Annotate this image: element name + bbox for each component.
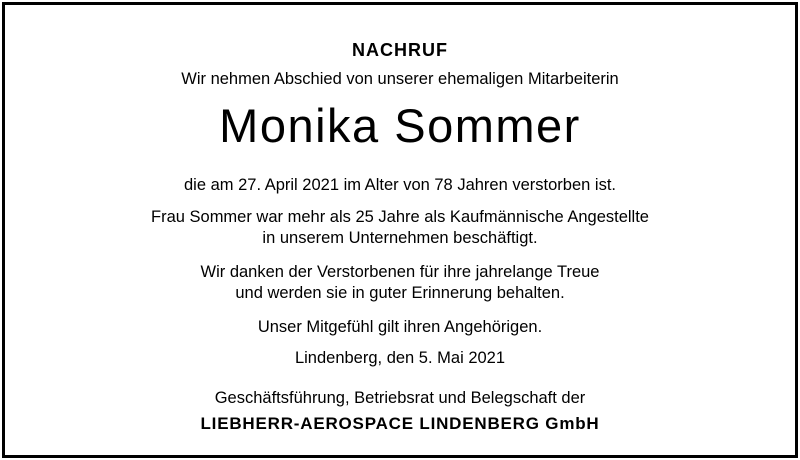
death-date-text: die am 27. April 2021 im Alter von 78 Jahren verstorben ist. — [184, 176, 616, 194]
condolence-text: Unser Mitgefühl gilt ihren Angehörigen. — [257, 318, 543, 336]
signature-line: Geschäftsführung, Betriebsrat und Belegschaft der — [214, 389, 586, 407]
company-name: LIEBHERR-AEROSPACE LINDENBERG GmbH — [200, 414, 600, 433]
gratitude-text-line-1: Wir danken der Verstorbenen für ihre jahrelange Treue — [200, 263, 600, 281]
obituary-notice — [2, 2, 798, 458]
intro-text: Wir nehmen Abschied von unserer ehemaligen Mitarbeiterin — [181, 70, 619, 88]
gratitude-text-line-2: und werden sie in guter Erinnerung behalten. — [235, 284, 565, 302]
employment-text-line-2: in unserem Unternehmen beschäftigt. — [262, 229, 538, 247]
employment-text-line-1: Frau Sommer war mehr als 25 Jahre als Kaufmännische Angestellte — [151, 208, 649, 226]
notice-heading: NACHRUF — [352, 40, 448, 60]
place-date: Lindenberg, den 5. Mai 2021 — [294, 349, 506, 367]
deceased-name: Monika Sommer — [219, 99, 581, 152]
